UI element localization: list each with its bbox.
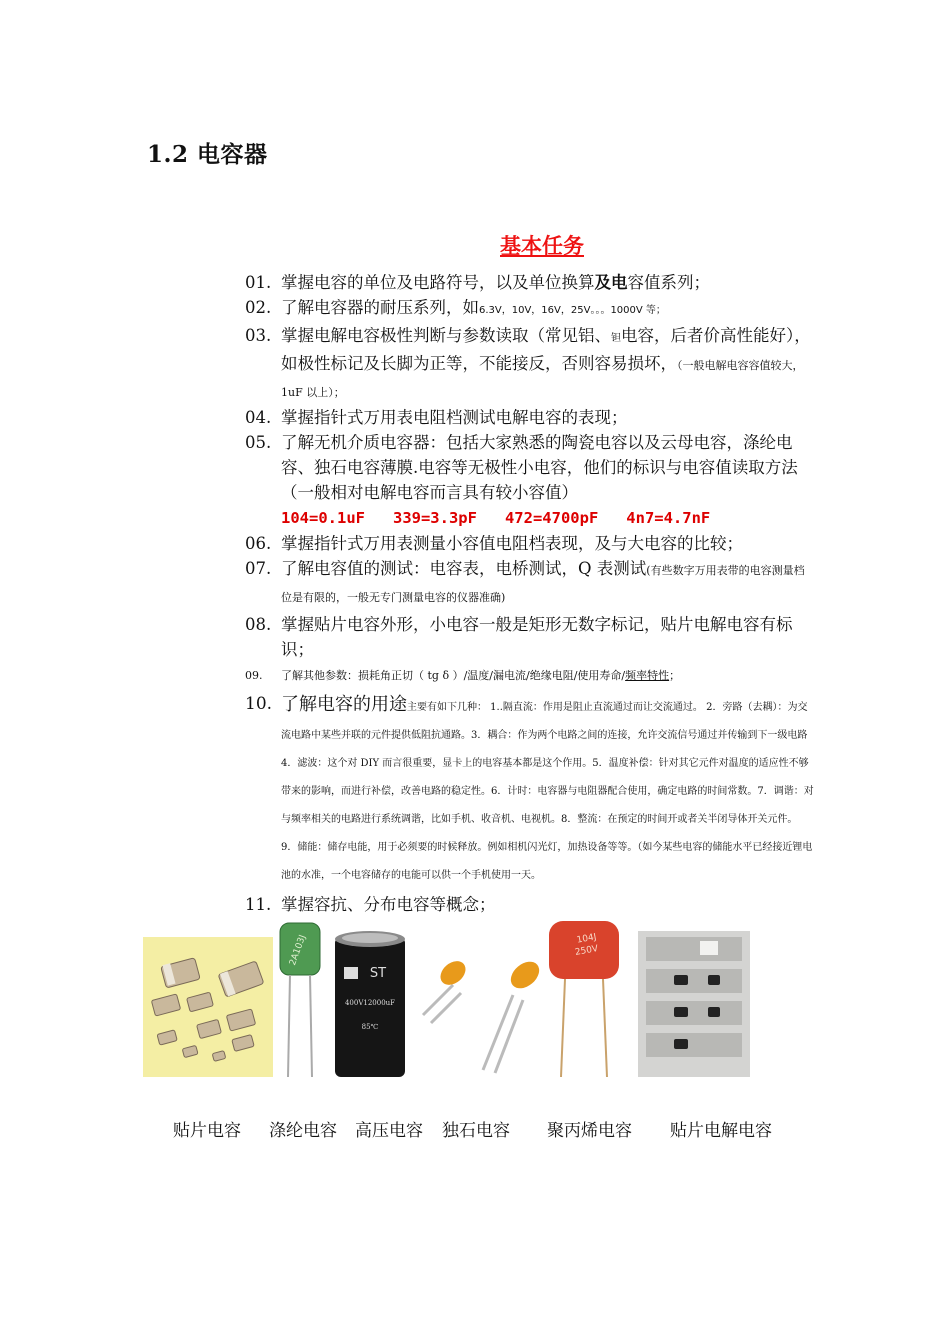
list-item-07: 07. 了解电容值的测试：电容表，电桥测试，Q 表测试(有些数字万用表带的电容测量档位是有限的，一般无专门测量电容的仪器准确)	[245, 559, 805, 604]
smd-capacitor-photo	[143, 937, 273, 1077]
list-item-09: 09. 了解其他参数：损耗角正切（ tg δ ）/温度/漏电流/绝缘电阻/使用寿命/频率特性；	[245, 669, 681, 682]
hv-label-temp: 85℃	[361, 1023, 379, 1031]
pp-label-voltage: 250V	[574, 944, 600, 958]
list-item-05: 05. 了解无机介质电容器：包括大家熟悉的陶瓷电容以及云母电容，涤纶电容、独石电容薄膜.电容等无极性小电容，他们的标识与电容值读取方法（一般相对电解电容而言具有较小容值） 104=0.1uF 339=3.3pF 472=4700pF 4n7=4.7nF	[245, 433, 798, 527]
list-item-04: 04. 掌握指针式万用表电阻档测试电解电容的表现；	[245, 408, 628, 427]
high-voltage-capacitor-photo	[330, 929, 410, 1077]
task-title: 基本任务	[500, 233, 584, 258]
task-list	[245, 270, 815, 917]
polyester-capacitor-photo	[276, 921, 324, 1077]
monolithic-capacitor-photo	[413, 945, 543, 1075]
list-item-01: 01. 掌握电容的单位及电路符号，以及单位换算及电容值系列；	[245, 273, 710, 292]
section-heading: 1.2 电容器	[147, 141, 268, 168]
caption-high-voltage-capacitor: 高压电容	[355, 1121, 423, 1141]
list-item-06: 06. 掌握指针式万用表测量小容值电阻档表现，及与大电容的比较；	[245, 534, 743, 553]
list-item-10: 10. 了解电容的用途主要有如下几种： 1..隔直流：作用是阻止直流通过而让交流通过。 2．旁路（去耦）：为交流电路中某些并联的元件提供低阻抗通路。3．耦合：作为两个电路之间的连接，允许交流信号通过并传输到下一级电路 4．滤波：这个对 DIY 而言很重要，显卡上的电容基本都是这个作用。5．温度补偿：针对其它元件对温度的适应性不够带来的影响，而进行补偿，改善电路的稳定性。6．计时：电容器与电阻器配合使用，确定电路的时间常数。7．调谐：对与频率相关的电路进行系统调谐，比如手机、收音机、电视机。8．整流：在预定的时间开或者关半闭导体开关元件。 9．储能：储存电能，用于必须要的时候释放。例如相机闪光灯，加热设备等等。（如今某些电容的储能水平已经接近锂电池的水准，一个电容储存的电能可以供一个手机使用一天。	[245, 694, 814, 881]
caption-polyester-capacitor: 涤纶电容	[269, 1121, 337, 1141]
caption-smd-electrolytic-capacitor: 贴片电解电容	[670, 1121, 772, 1141]
caption-monolithic-capacitor: 独石电容	[442, 1121, 510, 1141]
capacitor-code-examples: 104=0.1uF 339=3.3pF 472=4700pF 4n7=4.7nF	[281, 509, 711, 527]
polyester-mark-text: 2A103J	[287, 933, 309, 967]
list-item-03: 03. 掌握电解电容极性判断与参数读取（常见铝、钽电容，后者价高性能好），如极性标记及长脚为正等，不能接反，否则容易损坏，（一般电解电容容值较大，1uF 以上）；	[245, 326, 811, 399]
list-item-08: 08. 掌握贴片电容外形，小电容一般是矩形无数字标记，贴片电解电容有标识；	[245, 615, 793, 659]
list-item-11: 11. 掌握容抗、分布电容等概念；	[245, 895, 496, 914]
hv-label-brand: ST	[369, 966, 387, 981]
pp-label-value: 104J	[576, 932, 598, 946]
smd-electrolytic-capacitor-photo	[638, 931, 750, 1077]
caption-polypropylene-capacitor: 聚丙烯电容	[547, 1121, 632, 1141]
hv-label-rating: 400V12000uF	[344, 999, 396, 1007]
list-item-02: 02. 了解电容器的耐压系列，如6.3V，10V，16V，25V。。。1000V 等；	[245, 298, 666, 317]
capacitor-photos	[143, 915, 753, 1080]
caption-smd-capacitor: 贴片电容	[173, 1121, 241, 1141]
polypropylene-capacitor-photo	[545, 915, 623, 1077]
